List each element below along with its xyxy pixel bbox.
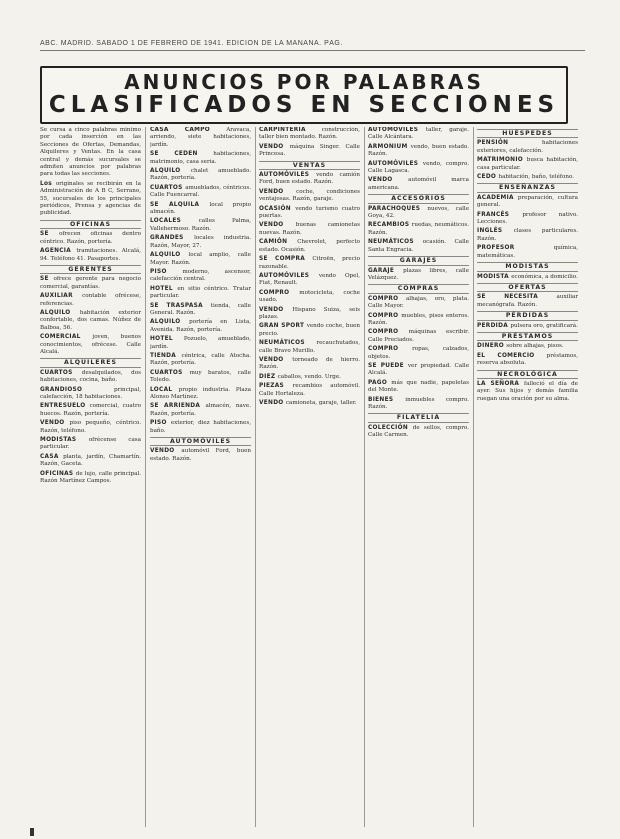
column-rule bbox=[364, 127, 365, 827]
classified-ad bbox=[150, 151, 251, 166]
classified-ad bbox=[150, 168, 251, 183]
ad-lead-word: NEUMÁTICOS bbox=[368, 239, 423, 246]
classified-ad bbox=[368, 380, 469, 395]
ad-lead-word: INGLÉS bbox=[477, 228, 514, 235]
classified-ad bbox=[259, 144, 360, 159]
classified-ad bbox=[477, 195, 578, 210]
ad-text: vendo turismo cuatro puertas. bbox=[259, 205, 360, 220]
ad-text: contable ofrécese, referencias. bbox=[40, 293, 141, 307]
ad-text: inmuebles compro. Razón. bbox=[368, 396, 469, 410]
section-heading: ENSEÑANZAS bbox=[477, 183, 578, 192]
banner-subtitle: CLASIFICADOS EN SECCIONES bbox=[48, 92, 560, 118]
column-2 bbox=[150, 127, 251, 832]
ad-lead-word: MODISTAS bbox=[40, 437, 89, 444]
classified-ad bbox=[40, 403, 141, 418]
section-heading: NECROLÓGICA bbox=[477, 370, 578, 379]
classified-ad bbox=[259, 340, 360, 355]
ad-text: locales industria. Razón, Mayor, 27. bbox=[150, 235, 251, 249]
ad-text: vendo, compro. Calle Lagasca. bbox=[368, 160, 469, 175]
ad-text: amueblados, céntricos. Calle Fuencarral. bbox=[150, 184, 251, 199]
ad-lead-word: CUARTOS bbox=[40, 369, 82, 376]
ad-text: muy baratos, calle Toledo. bbox=[150, 369, 251, 384]
ad-lead-word: PISO bbox=[150, 268, 183, 275]
ad-lead-word: NEUMÁTICOS bbox=[259, 340, 317, 347]
ad-text: automóvil marca americana. bbox=[368, 177, 469, 191]
ad-text: vendo Opel, Fiat, Renault. bbox=[259, 272, 360, 287]
classified-ad bbox=[477, 157, 578, 172]
ad-lead-word: SE COMPRA bbox=[259, 256, 313, 263]
ad-text: almacén, nave. Razón, portería. bbox=[150, 403, 251, 417]
classified-ad bbox=[477, 245, 578, 260]
ad-text: habitación exterior confortable, dos camas. Núñez de Balboa, 56. bbox=[40, 309, 141, 331]
ad-lead-word: Los bbox=[40, 180, 56, 187]
ad-lead-word: CUARTOS bbox=[150, 369, 190, 376]
classified-ad bbox=[259, 357, 360, 372]
ad-text: ofrecen oficinas dentro céntrico. Razón, portería. bbox=[40, 231, 141, 245]
ad-text: propio industria. Plaza Alonso Martínez. bbox=[150, 386, 251, 400]
ad-text: Chevrolet, perfecto estado. Ocasión. bbox=[259, 239, 360, 253]
section-heading: VENTAS bbox=[259, 161, 360, 170]
ad-lead-word: GARAJE bbox=[368, 267, 404, 274]
column-rule bbox=[255, 127, 256, 827]
classified-ad bbox=[150, 286, 251, 301]
ad-text: moderno, ascensor, calefacción central. bbox=[150, 268, 251, 283]
ad-text: máquinas escribir. Calle Preciados. bbox=[368, 329, 469, 343]
ad-lead-word: VENDO bbox=[368, 177, 409, 184]
section-heading: FILATELIA bbox=[368, 413, 469, 422]
ad-text: comercial, cuatro huecos. Razón, portería. bbox=[40, 403, 141, 417]
ad-lead-word: PARACHOQUES bbox=[368, 205, 428, 212]
section-heading: PRÉSTAMOS bbox=[477, 332, 578, 341]
ad-lead-word: CUARTOS bbox=[150, 184, 186, 191]
ad-text: económica, a domicilio. bbox=[511, 273, 578, 280]
section-heading: GERENTES bbox=[40, 265, 141, 274]
classified-ad bbox=[477, 353, 578, 368]
ad-lead-word: SE TRASPASA bbox=[150, 302, 211, 309]
ad-lead-word: TIENDA bbox=[150, 352, 182, 359]
classified-ad bbox=[368, 239, 469, 254]
section-heading: OFICINAS bbox=[40, 220, 141, 229]
ad-text: tienda, calle General. Razón. bbox=[150, 302, 251, 316]
classified-ad bbox=[259, 374, 360, 381]
ad-text: motocicleta, coche usado. bbox=[259, 289, 360, 304]
ad-text: vendo coche, buen precio. bbox=[259, 323, 360, 337]
ad-lead-word: VENDO bbox=[150, 448, 182, 455]
column-1 bbox=[40, 127, 141, 832]
ad-text: clases particulares. Razón. bbox=[477, 228, 578, 242]
section-heading: COMPRAS bbox=[368, 284, 469, 293]
classified-ad bbox=[150, 370, 251, 385]
ad-text: plazas libres, calle Velázquez. bbox=[368, 267, 469, 281]
ad-lead-word: OCASIÓN bbox=[259, 205, 296, 212]
classified-ad bbox=[150, 353, 251, 368]
ad-lead-word: AUTOMÓVILES bbox=[259, 272, 319, 279]
classified-ad bbox=[150, 403, 251, 418]
ad-lead-word: SE PUEDE bbox=[368, 362, 408, 369]
ad-lead-word: CASA bbox=[40, 453, 64, 460]
ad-lead-word: FRANCÉS bbox=[477, 211, 523, 218]
ad-lead-word: AUTOMÓVILES bbox=[368, 127, 426, 133]
ad-lead-word: AUTOMÓVILES bbox=[259, 172, 317, 179]
classified-ad bbox=[259, 256, 360, 271]
classified-ad bbox=[150, 202, 251, 217]
ad-text: automóvil Ford, buen estado. Razón. bbox=[150, 448, 251, 462]
ad-text: habitaciones exteriores, calefacción. bbox=[477, 140, 578, 154]
classified-ad bbox=[368, 127, 469, 142]
ad-lead-word: RECAMBIOS bbox=[368, 222, 412, 229]
ad-text: química, matemáticas. bbox=[477, 245, 578, 259]
ad-lead-word: CEDO bbox=[477, 174, 499, 181]
ad-lead-word: COMERCIAL bbox=[40, 334, 93, 341]
classified-ad bbox=[40, 127, 141, 179]
ad-lead-word: SE ALQUILA bbox=[150, 201, 210, 208]
section-heading: MODISTAS bbox=[477, 262, 578, 271]
running-head: ABC. MADRID. SÁBADO 1 DE FEBRERO DE 1941. EDICIÓN DE LA MAÑANA. PÁG. bbox=[40, 40, 585, 51]
ad-lead-word: VENDO bbox=[259, 188, 297, 195]
column-3 bbox=[259, 127, 360, 832]
ad-lead-word: CASA CAMPO bbox=[150, 127, 227, 133]
classified-ad bbox=[477, 381, 578, 403]
ad-lead-word: ALQUILO bbox=[150, 252, 189, 259]
ad-text: ofrece gerente para negocio comercial, garantías. bbox=[40, 276, 141, 290]
section-heading: HUÉSPEDES bbox=[477, 129, 578, 138]
classified-ad bbox=[368, 346, 469, 361]
classified-ad bbox=[150, 336, 251, 351]
ad-lead-word: SE NECESITA bbox=[477, 294, 557, 301]
ad-text: local propio almacén. bbox=[150, 201, 251, 216]
ad-text: más que nadie, papeletas del Monte. bbox=[368, 379, 469, 394]
ad-lead-word: SE CEDEN bbox=[150, 151, 214, 158]
classified-ad bbox=[259, 323, 360, 338]
ad-lead-word: ACADEMIA bbox=[477, 194, 518, 201]
classified-ad bbox=[150, 319, 251, 334]
ad-lead-word: LOCALES bbox=[150, 218, 199, 225]
ad-lead-word: AUXILIAR bbox=[40, 293, 83, 300]
ad-lead-word: MODISTA bbox=[477, 273, 512, 280]
classified-ad bbox=[368, 313, 469, 328]
ad-lead-word: ALQUILO bbox=[150, 168, 191, 175]
ad-lead-word: ENTRESUELO bbox=[40, 403, 90, 410]
classified-ad bbox=[40, 454, 141, 469]
classified-ad bbox=[477, 140, 578, 155]
ad-lead-word: BIENES bbox=[368, 396, 406, 403]
ad-text: de sellos, compro. Calle Carmen. bbox=[368, 424, 469, 439]
ad-lead-word: GRAN SPORT bbox=[259, 323, 307, 330]
classified-ad bbox=[259, 127, 360, 142]
ad-lead-word: AGENCIA bbox=[40, 248, 77, 255]
ad-lead-word: LOCAL bbox=[150, 386, 179, 393]
section-heading: AUTOMÓVILES bbox=[150, 437, 251, 446]
ad-text: buenas camionetas nuevas. Razón. bbox=[259, 222, 360, 236]
ad-text: habitaciones, matrimonio, casa seria. bbox=[150, 151, 251, 165]
ad-text: máquina Singer. Calle Princesa. bbox=[259, 143, 360, 158]
ad-text: planta, jardín, Chamartín. Razón, Gaceta. bbox=[40, 453, 141, 468]
classified-ad bbox=[368, 206, 469, 221]
ad-text: pulsera oro, gratificará. bbox=[510, 322, 578, 329]
classified-ad bbox=[40, 387, 141, 402]
ad-lead-word: DIEZ bbox=[259, 373, 278, 380]
ad-lead-word: EL COMERCIO bbox=[477, 352, 547, 359]
ad-text: chalet amueblado. Razón, portería. bbox=[150, 168, 251, 182]
classified-ad bbox=[368, 144, 469, 159]
ad-text: camioneta, garaje, taller. bbox=[285, 400, 357, 406]
ad-lead-word: OFICINAS bbox=[40, 470, 76, 477]
classified-ad bbox=[40, 231, 141, 246]
ad-lead-word: HOTEL bbox=[150, 285, 178, 292]
section-heading: GARAJES bbox=[368, 256, 469, 265]
classified-ad bbox=[259, 189, 360, 204]
ad-lead-word: VENDO bbox=[259, 400, 286, 406]
ad-lead-word: ALQUILO bbox=[150, 319, 190, 326]
classified-ad bbox=[477, 323, 578, 330]
classified-ad bbox=[259, 273, 360, 288]
ad-text: Hispano Suiza, seis plazas. bbox=[259, 306, 360, 320]
classified-ad bbox=[368, 222, 469, 237]
ad-lead-word: HOTEL bbox=[150, 336, 184, 343]
ad-lead-word: COMPRO bbox=[368, 329, 409, 336]
classified-ad bbox=[150, 218, 251, 233]
ad-lead-word: ARMONIUM bbox=[368, 143, 411, 150]
ad-text: coche, condiciones ventajosas. Razón, garaje. bbox=[259, 188, 360, 203]
ad-text: recambios automóvil. Calle Hortaleza. bbox=[259, 383, 360, 397]
column-5 bbox=[477, 127, 578, 832]
classified-ad bbox=[368, 329, 469, 344]
classified-ad bbox=[150, 185, 251, 200]
ad-lead-word: SE bbox=[40, 276, 54, 283]
ad-lead-word: CARPINTERÍA bbox=[259, 127, 322, 133]
ad-text: recauchutados, calle Bravo Murillo. bbox=[259, 340, 360, 354]
ad-text: vendo camión Ford, buen estado. Razón. bbox=[259, 172, 360, 186]
classified-ad bbox=[368, 363, 469, 378]
classified-ad bbox=[259, 383, 360, 398]
classified-ad bbox=[150, 252, 251, 267]
classified-ad bbox=[150, 269, 251, 284]
column-rule bbox=[473, 127, 474, 827]
classified-ad bbox=[259, 307, 360, 322]
column-4 bbox=[368, 127, 469, 832]
ad-text: en sitio céntrico. Tratar particular. bbox=[150, 285, 251, 300]
ad-lead-word: GRANDES bbox=[150, 235, 195, 242]
classified-ad bbox=[368, 177, 469, 192]
ad-text: nuevos, calle Goya, 42. bbox=[368, 205, 469, 220]
ad-text: Pozuelo, amueblado, jardín. bbox=[150, 336, 251, 350]
classified-ad bbox=[259, 206, 360, 221]
ad-lead-word: ALQUILO bbox=[40, 309, 80, 316]
classified-ad bbox=[259, 222, 360, 237]
ad-text: Aravaca, arriendo, siete habitaciones, jardín. bbox=[150, 127, 251, 148]
ad-lead-word: VENDO bbox=[259, 306, 293, 313]
ad-lead-word: COMPRO bbox=[368, 346, 413, 353]
ad-text: portería en Lista, Avenida. Razón, portería. bbox=[150, 319, 251, 333]
ad-text: profesor nativo. Lecciones. bbox=[477, 211, 578, 226]
ad-lead-word: SE bbox=[40, 231, 60, 238]
ad-text: Se cursa a cinco palabras minimo por cada inserción en las Secciones de Ofertas, Demandas, Alquileres y Ventas. En la casa central y demás sucursales se admiten anuncios por palabras para todas las secciones. bbox=[40, 127, 141, 178]
classified-ad bbox=[40, 276, 141, 291]
classified-ad bbox=[40, 334, 141, 356]
classified-ad bbox=[150, 448, 251, 463]
classified-ad bbox=[368, 397, 469, 412]
classified-ad bbox=[477, 294, 578, 309]
ad-lead-word: SE ARRIENDA bbox=[150, 403, 206, 410]
classified-ad bbox=[40, 293, 141, 308]
classified-ad bbox=[259, 172, 360, 187]
ad-text: sobre alhajas, pisos. bbox=[506, 343, 564, 350]
ad-text: torneado de hierro. Razón. bbox=[259, 356, 360, 371]
classified-ad bbox=[368, 268, 469, 283]
ad-text: auxiliar mecanógrafa. Razón. bbox=[477, 294, 578, 308]
ad-text: de lujo, calle principal. Razón Martínez Campos. bbox=[40, 470, 141, 485]
ad-lead-word: PISO bbox=[150, 420, 171, 427]
ad-text: Citroën, precio razonable. bbox=[259, 256, 360, 270]
classified-ad bbox=[368, 296, 469, 311]
ad-text: taller, garaje. Calle Alcántara. bbox=[368, 127, 469, 141]
classified-ad bbox=[259, 290, 360, 305]
ad-text: piso pequeño, céntrico. Razón, teléfono. bbox=[40, 420, 141, 434]
ad-text: préstamos, reserva absoluta. bbox=[477, 352, 578, 367]
classified-ad bbox=[150, 387, 251, 402]
classified-ad bbox=[150, 303, 251, 318]
section-heading: PÉRDIDAS bbox=[477, 311, 578, 320]
ad-text: local amplio, calle Mayor. Razón. bbox=[150, 252, 251, 266]
ad-lead-word: VENDO bbox=[259, 143, 290, 150]
ad-lead-word: COMPRO bbox=[368, 295, 406, 302]
ad-text: exterior, diez habitaciones, baño. bbox=[150, 420, 251, 434]
classified-banner bbox=[40, 66, 568, 124]
classified-ad bbox=[40, 370, 141, 385]
classified-ad bbox=[368, 161, 469, 176]
classified-ad bbox=[259, 400, 360, 407]
classified-ad bbox=[477, 174, 578, 181]
ad-text: busca habitación, casa particular. bbox=[477, 157, 578, 171]
classified-ad bbox=[477, 212, 578, 227]
classified-ad bbox=[150, 235, 251, 250]
ad-lead-word: PERDIDA bbox=[477, 322, 511, 329]
ad-text: principal, calefacción, 18 habitaciones. bbox=[40, 386, 141, 400]
classified-ad bbox=[40, 471, 141, 486]
classified-ad bbox=[40, 437, 141, 452]
ad-lead-word: CAMIÓN bbox=[259, 239, 298, 246]
ad-text: caballos, vendo. Urge. bbox=[277, 373, 341, 380]
ad-text: preparación, cultura general. bbox=[477, 194, 578, 209]
ad-text: falleció el día de ayer. Sus hijos y demás familia ruegan una oración por su alma. bbox=[477, 380, 578, 402]
ad-lead-word: VENDO bbox=[40, 420, 70, 427]
ad-text: ropas, calzados, objetos. bbox=[368, 346, 469, 360]
ad-lead-word: COLECCIÓN bbox=[368, 424, 413, 431]
classified-ad bbox=[477, 228, 578, 243]
ad-text: habitación, baño, teléfono. bbox=[498, 174, 575, 181]
ad-text: ruedas, neumáticos. Razón. bbox=[368, 222, 469, 236]
classified-ad bbox=[368, 425, 469, 440]
ad-lead-word: LA SEÑORA bbox=[477, 380, 524, 387]
ad-text: céntrica, calle Atocha. Razón, portería. bbox=[150, 352, 251, 367]
ad-text: ocasión. Calle Santa Engracia. bbox=[368, 239, 469, 253]
classified-ad bbox=[40, 420, 141, 435]
ad-text: ver propiedad. Calle Alcalá. bbox=[368, 362, 469, 377]
column-rule bbox=[145, 127, 146, 827]
ad-lead-word: DINERO bbox=[477, 343, 507, 350]
ad-text: desalquilados, dos habitaciones, cocina, baño. bbox=[40, 369, 141, 384]
ad-lead-word: PENSIÓN bbox=[477, 140, 543, 147]
classified-ad bbox=[40, 181, 141, 218]
section-heading: ALQUILERES bbox=[40, 358, 141, 367]
banner-title: ANUNCIOS POR PALABRAS bbox=[124, 70, 484, 94]
classified-ad bbox=[150, 420, 251, 435]
ad-lead-word: COMPRO bbox=[259, 289, 300, 296]
classified-ad bbox=[477, 343, 578, 350]
ad-text: calles Palma, Vallehermoso. Razón. bbox=[150, 218, 251, 232]
section-heading: ACCESORIOS bbox=[368, 194, 469, 203]
ad-text: joven, buenos conocimientos, ofrécese. Calle Alcalá. bbox=[40, 334, 141, 355]
classified-ad bbox=[40, 248, 141, 263]
ad-lead-word: AUTOMÓVILES bbox=[368, 160, 423, 167]
ad-text: ofrécense casa particular. bbox=[40, 437, 141, 451]
ad-lead-word: COMPRO bbox=[368, 312, 402, 319]
ad-text: alhajas, oro, plata. Calle Mayor. bbox=[368, 295, 469, 310]
ad-lead-word: PAGO bbox=[368, 379, 392, 386]
classified-ad bbox=[40, 310, 141, 332]
ad-lead-word: VENDO bbox=[259, 222, 296, 229]
ad-lead-word: PROFESOR bbox=[477, 245, 554, 252]
ad-lead-word: PIEZAS bbox=[259, 383, 293, 390]
ad-text: originales se recibirán en la Administración de A B C, Serrano, 55, sucursales de los principales periódicos, Prensa y agencias de publicidad. bbox=[40, 180, 141, 217]
section-heading: OFERTAS bbox=[477, 283, 578, 292]
ad-text: tramitaciones. Alcalá, 94. Teléfono 41. Pasaportes. bbox=[40, 248, 141, 262]
print-mark bbox=[30, 828, 34, 836]
ad-lead-word: MATRIMONIO bbox=[477, 157, 527, 164]
ad-text: vendo, buen estado. Razón. bbox=[368, 143, 469, 158]
ad-text: construcción, taller bien montado. Razón. bbox=[259, 127, 360, 141]
classified-ad bbox=[259, 239, 360, 254]
classified-ad bbox=[150, 127, 251, 149]
classified-ad bbox=[477, 274, 578, 281]
ad-lead-word: GRANDIOSO bbox=[40, 386, 114, 393]
ad-lead-word: VENDO bbox=[259, 356, 293, 363]
ad-text: muebles, pisos enteros. Razón. bbox=[368, 312, 469, 326]
